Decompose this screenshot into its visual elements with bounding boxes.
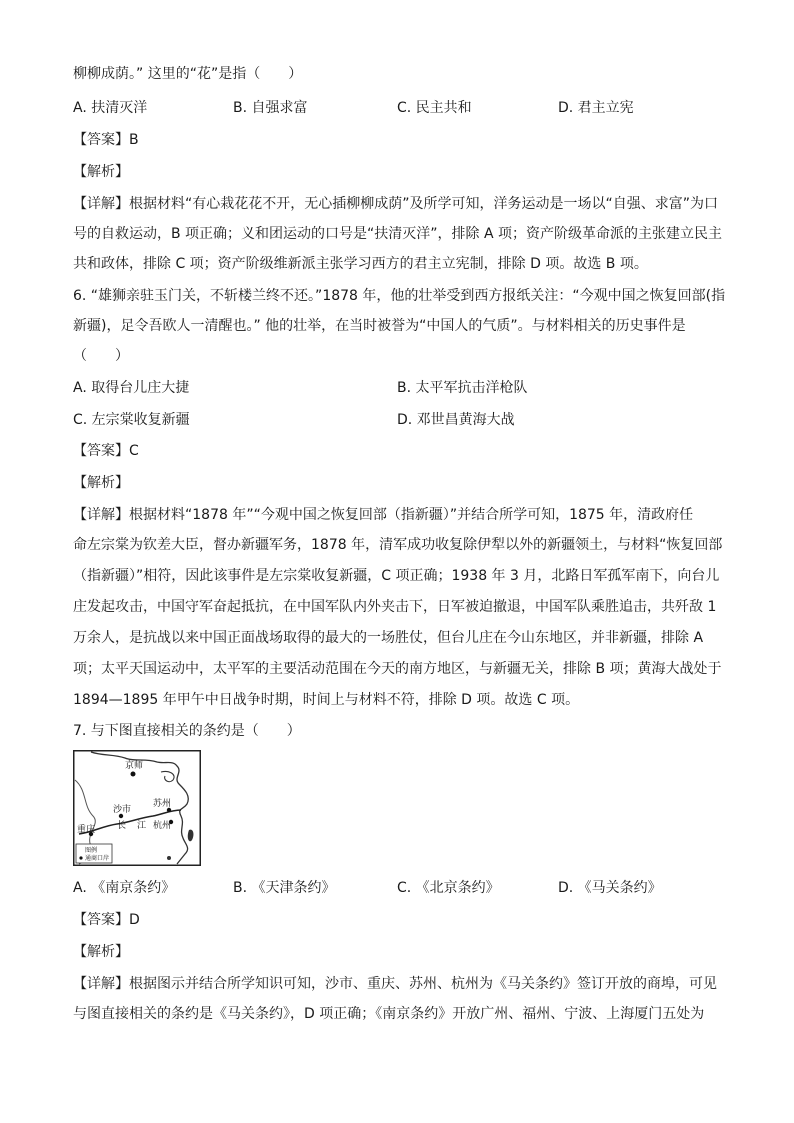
q6-detail-line: 命左宗棠为钦差大臣，督办新疆军务，1878 年，清军成功收复除伊犁以外的新疆领土，与材料“恢复回部 xyxy=(73,537,723,553)
q6-option-b: B. 太平军抗击洋枪队 xyxy=(397,380,528,396)
q7-answer: 【答案】D xyxy=(73,912,140,928)
q6-detail-line: 项；太平天国运动中，太平军的主要活动范围在今天的南方地区，与新疆无关，排除 B 项；黄海大战处于 xyxy=(73,661,722,677)
q7-option-c: C. 《北京条约》 xyxy=(397,880,500,896)
q6-option-a: A. 取得台儿庄大捷 xyxy=(73,380,190,396)
q6-answer: 【答案】C xyxy=(73,443,139,459)
q7-option-a: A. 《南京条约》 xyxy=(73,880,176,896)
q6-detail-line: 【详解】根据材料“1878 年”“今观中国之恢复回部（指新疆）”并结合所学可知，1875 年，清政府任 xyxy=(73,507,694,523)
q5-answer: 【答案】B xyxy=(73,132,139,148)
map-legend-marker xyxy=(79,856,82,859)
map-label-shashi: 沙市 xyxy=(113,805,132,815)
q7-analysis-label: 【解析】 xyxy=(73,944,129,960)
q6-stem-line: 6. “雄狮亲驻玉门关，不斩楼兰终不还。”1878 年，他的壮举受到西方报纸关注：“今观中国之恢复回部(指 xyxy=(73,288,726,304)
map-label-jingshi: 京师 xyxy=(125,761,144,771)
map-label-hangzhou: 杭州 xyxy=(153,821,172,831)
map-legend-title: 图例 xyxy=(85,847,98,854)
q5-detail-line: 【详解】根据材料“有心栽花花不开，无心插柳柳成荫”及所学可知，洋务运动是一场以“自强、求富”为口 xyxy=(73,196,719,212)
q5-analysis-label: 【解析】 xyxy=(73,164,129,180)
island-dot xyxy=(167,856,171,860)
map-label-jiang: 江 xyxy=(137,821,147,831)
q6-stem-line: 新疆)，足令吾欧人一清醒也。” 他的壮举，在当时被誉为“中国人的气质”。与材料相关的历史事件是 xyxy=(73,318,686,334)
q5-stem: 柳柳成荫。” 这里的“花”是指（ ） xyxy=(73,66,303,82)
q6-option-c: C. 左宗棠收复新疆 xyxy=(73,412,190,428)
q7-option-b: B. 《天津条约》 xyxy=(233,880,336,896)
port-marker xyxy=(131,772,136,777)
q7-detail-line: 【详解】根据图示并结合所学知识可知，沙市、重庆、苏州、杭州为《马关条约》签订开放的商埠，可见 xyxy=(73,976,717,992)
map-label-chang: 长 xyxy=(117,821,127,831)
map-legend-item: 通商口岸 xyxy=(85,855,110,862)
q5-option-b: B. 自强求富 xyxy=(233,100,308,116)
map-label-chongqing: 重庆 xyxy=(77,825,96,835)
q6-analysis-label: 【解析】 xyxy=(73,475,129,491)
q6-stem-line: （ ） xyxy=(73,348,129,364)
q5-detail-line: 共和政体，排除 C 项；资产阶级维新派主张学习西方的君主立宪制，排除 D 项。故选 B 项。 xyxy=(73,256,648,272)
q5-option-a: A. 扶清灭洋 xyxy=(73,100,148,116)
q6-detail-line: （指新疆）”相符，因此该事件是左宗棠收复新疆，C 项正确；1938 年 3 月，北路日军孤军南下，向台儿 xyxy=(73,568,720,584)
q6-detail-line: 1894—1895 年甲午中日战争时期，时间上与材料不符，排除 D 项。故选 C 项。 xyxy=(73,692,580,708)
q7-option-d: D. 《马关条约》 xyxy=(558,880,662,896)
q5-detail-line: 号的自救运动，B 项正确；义和团运动的口号是“扶清灭洋”，排除 A 项；资产阶级革命派的主张建立民主 xyxy=(73,226,723,242)
treaty-ports-map xyxy=(73,750,201,866)
map-label-suzhou: 苏州 xyxy=(153,799,172,809)
q7-detail-line: 与图直接相关的条约是《马关条约》，D 项正确；《南京条约》开放广州、福州、宁波、上海厦门五处为 xyxy=(73,1006,705,1022)
q6-detail-line: 庄发起攻击，中国守军奋起抵抗，在中国军队内外夹击下，日军被迫撤退，中国军队乘胜追击，共歼敌 1 xyxy=(73,599,717,615)
q7-stem: 7. 与下图直接相关的条约是（ ） xyxy=(73,723,301,739)
q6-detail-line: 万余人，是抗战以来中国正面战场取得的最大的一场胜仗，但台儿庄在今山东地区，并非新疆，排除 A xyxy=(73,630,704,646)
q6-option-d: D. 邓世昌黄海大战 xyxy=(397,412,515,428)
q5-option-c: C. 民主共和 xyxy=(397,100,472,116)
q5-option-d: D. 君主立宪 xyxy=(558,100,634,116)
